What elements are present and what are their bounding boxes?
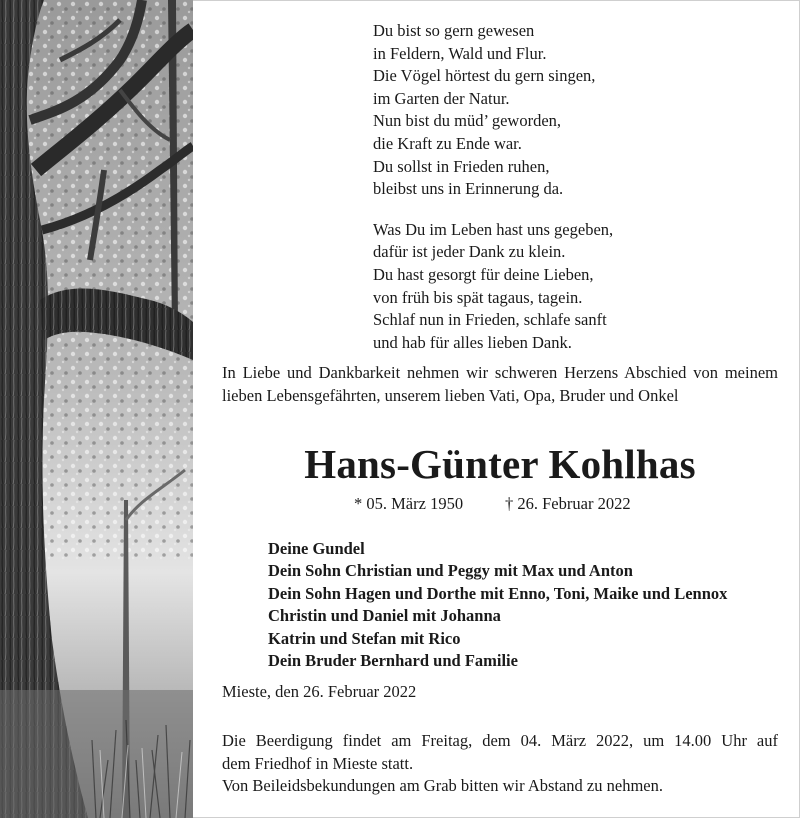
poem-line: Die Vögel hörtest du gern singen, bbox=[373, 66, 596, 86]
poem-line: Schlaf nun in Frieden, schlafe sanft bbox=[373, 310, 607, 330]
poem-line: Du hast gesorgt für deine Lieben, bbox=[373, 264, 594, 284]
poem-line: Nun bist du müd’ geworden, bbox=[373, 111, 562, 131]
poem-stanza-1 bbox=[373, 20, 753, 201]
farewell-intro: In Liebe und Dankbarkeit nehmen wir schweren Herzens Abschied von meinem lieben Lebensgefährten, unserem lieben Vati, Opa, Bruder und Onkel bbox=[222, 363, 778, 405]
mourner-line: Katrin und Stefan mit Rico bbox=[268, 628, 461, 648]
poem-line: dafür ist jeder Dank zu klein. bbox=[373, 242, 566, 262]
poem-line: im Garten der Natur. bbox=[373, 88, 510, 108]
mourners-list bbox=[268, 538, 778, 672]
mourner-line: Dein Bruder Bernhard und Familie bbox=[268, 651, 518, 671]
funeral-line: Die Beerdigung findet am Freitag, dem 04. März 2022, um 14.00 Uhr auf bbox=[222, 731, 778, 750]
tree-photo bbox=[0, 0, 193, 818]
place-and-date: Mieste, den 26. Februar 2022 bbox=[222, 682, 417, 701]
deceased-name: Hans-Günter Kohlhas bbox=[304, 441, 696, 487]
poem-line: Du bist so gern gewesen bbox=[373, 21, 535, 40]
poem bbox=[373, 20, 753, 354]
birth-date: * 05. März 1950 bbox=[354, 494, 464, 513]
poem-line: Du sollst in Frieden ruhen, bbox=[373, 156, 550, 176]
mourner-line: Dein Sohn Christian und Peggy mit Max und Anton bbox=[268, 561, 633, 581]
funeral-line: Von Beileidsbekundungen am Grab bitten wir Abstand zu nehmen. bbox=[222, 776, 663, 795]
poem-line: die Kraft zu Ende war. bbox=[373, 133, 522, 153]
death-date: † 26. Februar 2022 bbox=[505, 494, 631, 513]
mourner-line: Dein Sohn Hagen und Dorthe mit Enno, Toni, Maike und Lennox bbox=[268, 583, 728, 603]
funeral-line: dem Friedhof in Mieste statt. bbox=[222, 753, 414, 773]
poem-line: Was Du im Leben hast uns gegeben, bbox=[373, 219, 614, 239]
mourner-line: Christin und Daniel mit Johanna bbox=[268, 606, 501, 626]
mourner-line: Deine Gundel bbox=[268, 539, 365, 558]
tree-photo-image bbox=[0, 0, 193, 818]
poem-line: und hab für alles lieben Dank. bbox=[373, 332, 572, 352]
notice-content bbox=[222, 0, 778, 818]
funeral-info bbox=[222, 730, 778, 798]
poem-line: von früh bis spät tagaus, tagein. bbox=[373, 287, 583, 307]
poem-stanza-2 bbox=[373, 219, 753, 355]
poem-line: bleibst uns in Erinnerung da. bbox=[373, 179, 564, 199]
poem-line: in Feldern, Wald und Flur. bbox=[373, 43, 547, 63]
